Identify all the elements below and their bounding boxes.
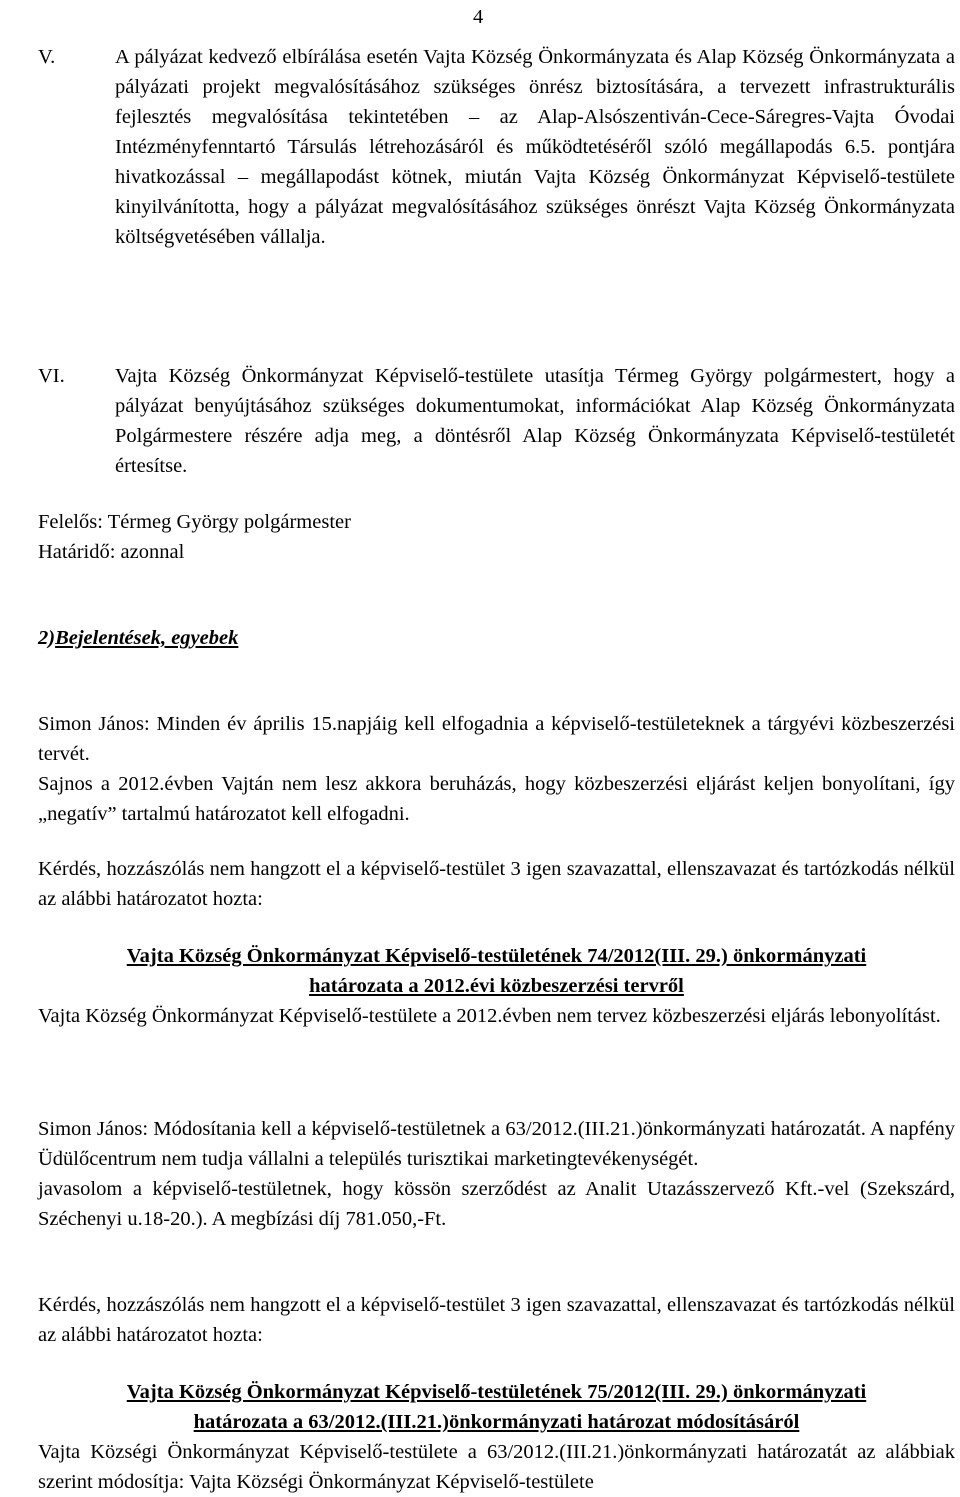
- vote-text-2: [38, 1290, 955, 1350]
- section-vi-number: VI.: [38, 365, 65, 387]
- section-v: [38, 42, 955, 252]
- resolution-74: [38, 941, 955, 1031]
- statement-1: [38, 709, 955, 829]
- responsibility-block: [38, 507, 955, 567]
- vote-text-2-paragraph: Kérdés, hozzászólás nem hangzott el a képviselő-testület 3 igen szavazattal, ellenszavazat és tartózkodás nélkül az alábbi határozatot hozta:: [38, 1294, 955, 1346]
- responsible-line: Felelős: Térmeg György polgármester: [38, 511, 351, 533]
- section-v-text: A pályázat kedvező elbírálása esetén Vajta Község Önkormányzata és Alap Község Önkormányzata a pályázati projekt megvalósításához szükséges önrész biztosítására, a tervezett infrastrukturális fejlesztés megvalósítása tekintetében – az Alap-Alsószentiván-Cece-Sáregres-Vajta Óvodai Intézményfenntartó Társulás létrehozásáról és működtetéséről szóló megállapodás 6.5. pontjára hivatkozással – megállapodást kötnek, miután Vajta Község Önkormányzat Képviselő-testülete kinyilvánította, hogy a pályázat megvalósításához szükséges önrészt Vajta Község Önkormányzata költségvetésében vállalja.: [115, 46, 955, 248]
- agenda-heading-number: 2): [38, 627, 56, 649]
- resolution-75-body: Vajta Községi Önkormányzat Képviselő-testülete a 63/2012.(III.21.)önkormányzati határozatát az alábbiak szerint módosítja: Vajta Községi Önkormányzat Képviselő-testülete: [38, 1441, 955, 1493]
- statement-2: [38, 1114, 955, 1234]
- resolution-75: [38, 1377, 955, 1497]
- resolution-75-title-line-1: Vajta Község Önkormányzat Képviselő-testületének 75/2012(III. 29.) önkormányzati: [126, 1381, 867, 1403]
- agenda-heading-title: Bejelentések, egyebek: [55, 627, 239, 649]
- resolution-74-body: Vajta Község Önkormányzat Képviselő-testülete a 2012.évben nem tervez közbeszerzési eljárás lebonyolítást.: [38, 1005, 941, 1027]
- vote-text-1: [38, 854, 955, 914]
- deadline-line: Határidő: azonnal: [38, 541, 185, 563]
- statement-1-line-2: Sajnos a 2012.évben Vajtán nem lesz akkora beruházás, hogy közbeszerzési eljárást keljen bonyolítani, így „negatív” tartalmú határozatot kell elfogadni.: [38, 773, 955, 825]
- resolution-74-title-line-1: Vajta Község Önkormányzat Képviselő-testületének 74/2012(III. 29.) önkormányzati: [126, 945, 867, 967]
- section-vi: [38, 361, 955, 481]
- statement-2-line-1: Simon János: Módosítania kell a képviselő-testületnek a 63/2012.(III.21.)önkormányzati határozatát. A napfény Üdülőcentrum nem tudja vállalni a település turisztikai marketingtevékenységét.: [38, 1118, 955, 1170]
- resolution-75-title-line-2: határozata a 63/2012.(III.21.)önkormányzati határozat módosításáról: [193, 1411, 800, 1433]
- statement-2-line-2: javasolom a képviselő-testületnek, hogy kössön szerződést az Analit Utazásszervező Kft.-vel (Szekszárd, Széchenyi u.18-20.). A megbízási díj 781.050,-Ft.: [38, 1178, 955, 1230]
- resolution-74-title-line-2: határozata a 2012.évi közbeszerzési tervről: [309, 975, 684, 997]
- statement-1-line-1: Simon János: Minden év április 15.napjáig kell elfogadnia a képviselő-testületeknek a tárgyévi közbeszerzési tervét.: [38, 713, 955, 765]
- section-v-number: V.: [38, 46, 56, 68]
- agenda-heading: [38, 623, 955, 653]
- page-number: 4: [473, 6, 484, 28]
- vote-text-1-paragraph: Kérdés, hozzászólás nem hangzott el a képviselő-testület 3 igen szavazattal, ellenszavazat és tartózkodás nélkül az alábbi határozatot hozta:: [38, 858, 955, 910]
- section-vi-text: Vajta Község Önkormányzat Képviselő-testülete utasítja Térmeg György polgármestert, hogy a pályázat benyújtásához szükséges dokumentumokat, információkat Alap Község Önkormányzata Polgármestere részére adja meg, a döntésről Alap Község Önkormányzata Képviselő-testületét értesítse.: [115, 365, 955, 477]
